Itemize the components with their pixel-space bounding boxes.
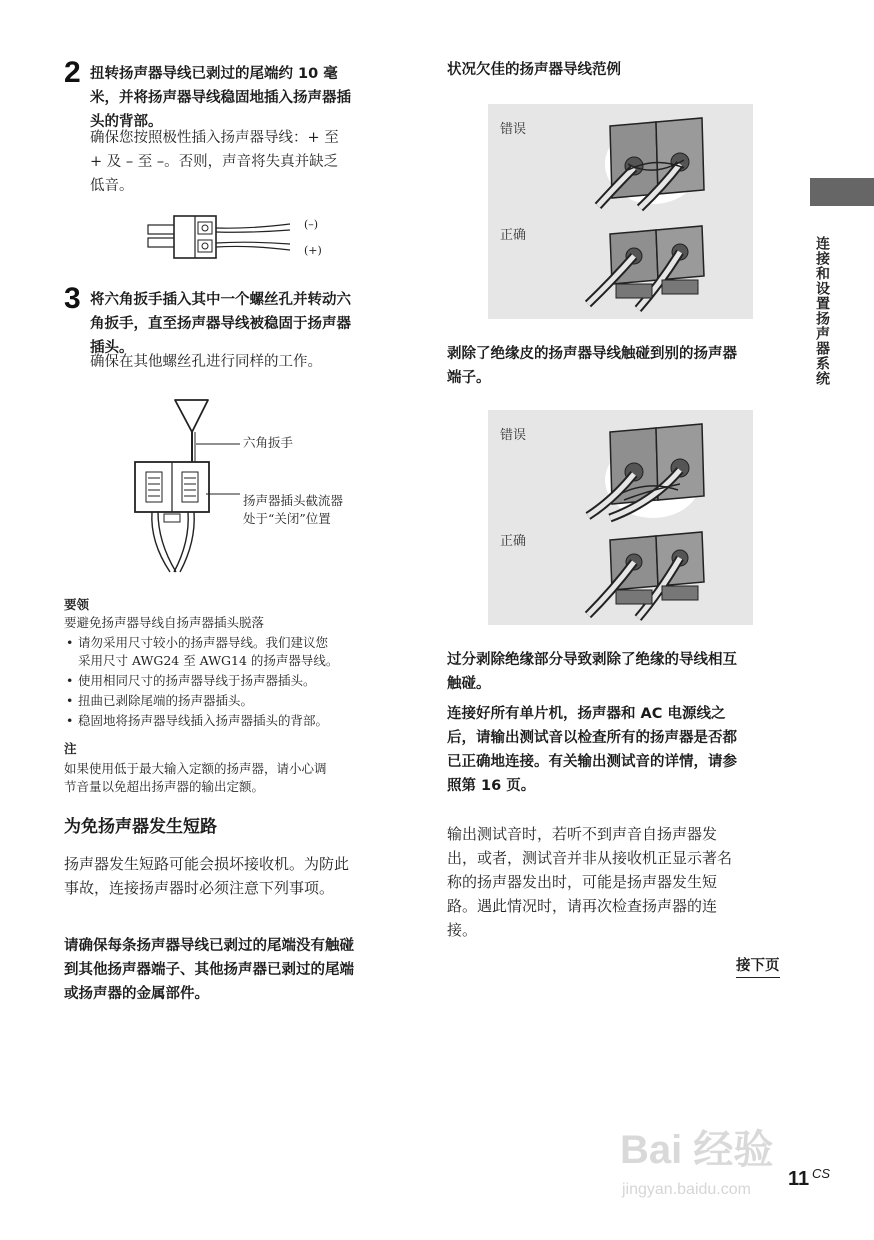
- side-tab-label: 连接和设置扬声器系统: [814, 236, 830, 386]
- caption-1: 剥除了绝缘皮的扬声器导线触碰到别的扬声器 端子。: [447, 346, 737, 386]
- wrong-label: 错误: [500, 122, 527, 137]
- clamp-label: 扬声器插头截流器 处于“关闭”位置: [243, 493, 344, 526]
- step-3-number: 3: [64, 282, 81, 315]
- page-language-suffix: CS: [812, 1166, 831, 1181]
- step-2-number: 2: [64, 56, 81, 89]
- wiring-example-panel-1: [488, 104, 753, 319]
- poor-wiring-title: 状况欠佳的扬声器导线范例: [447, 62, 621, 78]
- side-tab-marker: [810, 178, 874, 206]
- caption-2: 过分剥除绝缘部分导致剥除了绝缘的导线相互 触碰。: [447, 652, 737, 692]
- right-label: 正确: [500, 534, 527, 549]
- terminal-illustration-1: [488, 104, 753, 319]
- list-item: • 使用相同尺寸的扬声器导线于扬声器插头。: [64, 672, 404, 690]
- wiring-example-panel-2: [488, 410, 753, 625]
- list-item: • 稳固地将扬声器导线插入扬声器插头的背部。: [64, 712, 404, 730]
- note-heading: 注: [64, 741, 77, 756]
- page-number: 11: [788, 1168, 810, 1190]
- terminal-illustration-2: [488, 410, 753, 625]
- tips-heading: 要领: [64, 597, 90, 612]
- continue-next-page-link[interactable]: 接下页: [736, 954, 780, 978]
- note-body: 如果使用低于最大输入定额的扬声器，请小心调 节音量以免超出扬声器的输出定额。: [64, 761, 327, 794]
- step-2-note: 确保您按照极性插入扬声器导线：+ 至 + 及 – 至 –。否则，声音将失真并缺乏 低音。: [90, 130, 339, 194]
- list-item: • 扭曲已剥除尾端的扬声器插头。: [64, 692, 404, 710]
- step-2-instruction: 扭转扬声器导线已剥过的尾端约 10 毫 米，并将扬声器导线稳固地插入扬声器插 头的背部。: [90, 66, 351, 130]
- tips-list: [64, 634, 404, 730]
- hex-wrench-figure: [120, 392, 250, 576]
- test-tone-text: 输出测试音时，若听不到声音自扬声器发 出，或者，测试音并非从接收机正显示著名 称的扬声器发出时，可能是扬声器发生短 路。遇此情况时，请再次检查扬声器的连 接。: [447, 825, 733, 939]
- short-circuit-body: 扬声器发生短路可能会损坏接收机。为防此 事故，连接扬声器时必须注意下列事项。: [64, 855, 350, 897]
- tips-intro: 要避免扬声器导线自扬声器插头脱落: [64, 615, 265, 630]
- list-item: • 请勿采用尺寸较小的扬声器导线。我们建议您 采用尺寸 AWG24 至 AWG14 的扬声器导线。: [64, 634, 404, 670]
- plug-plus-label: (+): [304, 244, 322, 257]
- step-3-note: 确保在其他螺丝孔进行同样的工作。: [90, 354, 322, 370]
- wrench-label: 六角扳手: [243, 435, 294, 450]
- check-connections-text: 连接好所有单片机，扬声器和 AC 电源线之 后，请输出测试音以检查所有的扬声器是否都 已正确地连接。有关输出测试音的详情，请参 照第 16 页。: [447, 706, 737, 794]
- short-circuit-warning: 请确保每条扬声器导线已剥过的尾端没有触碰 到其他扬声器端子、其他扬声器已剥过的尾端 或扬声器的金属部件。: [64, 938, 354, 1002]
- step-3-instruction: 将六角扳手插入其中一个螺丝孔并转动六 角扳手，直至扬声器导线被稳固于扬声器 插头。: [90, 292, 351, 356]
- right-label: 正确: [500, 228, 527, 243]
- baidu-watermark-url: jingyan.baidu.com: [622, 1181, 751, 1198]
- baidu-watermark-logo: Bai 经验: [620, 1128, 774, 1172]
- short-circuit-heading: 为免扬声器发生短路: [64, 817, 217, 837]
- wrong-label: 错误: [500, 428, 527, 443]
- plug-minus-label: (–): [304, 218, 319, 231]
